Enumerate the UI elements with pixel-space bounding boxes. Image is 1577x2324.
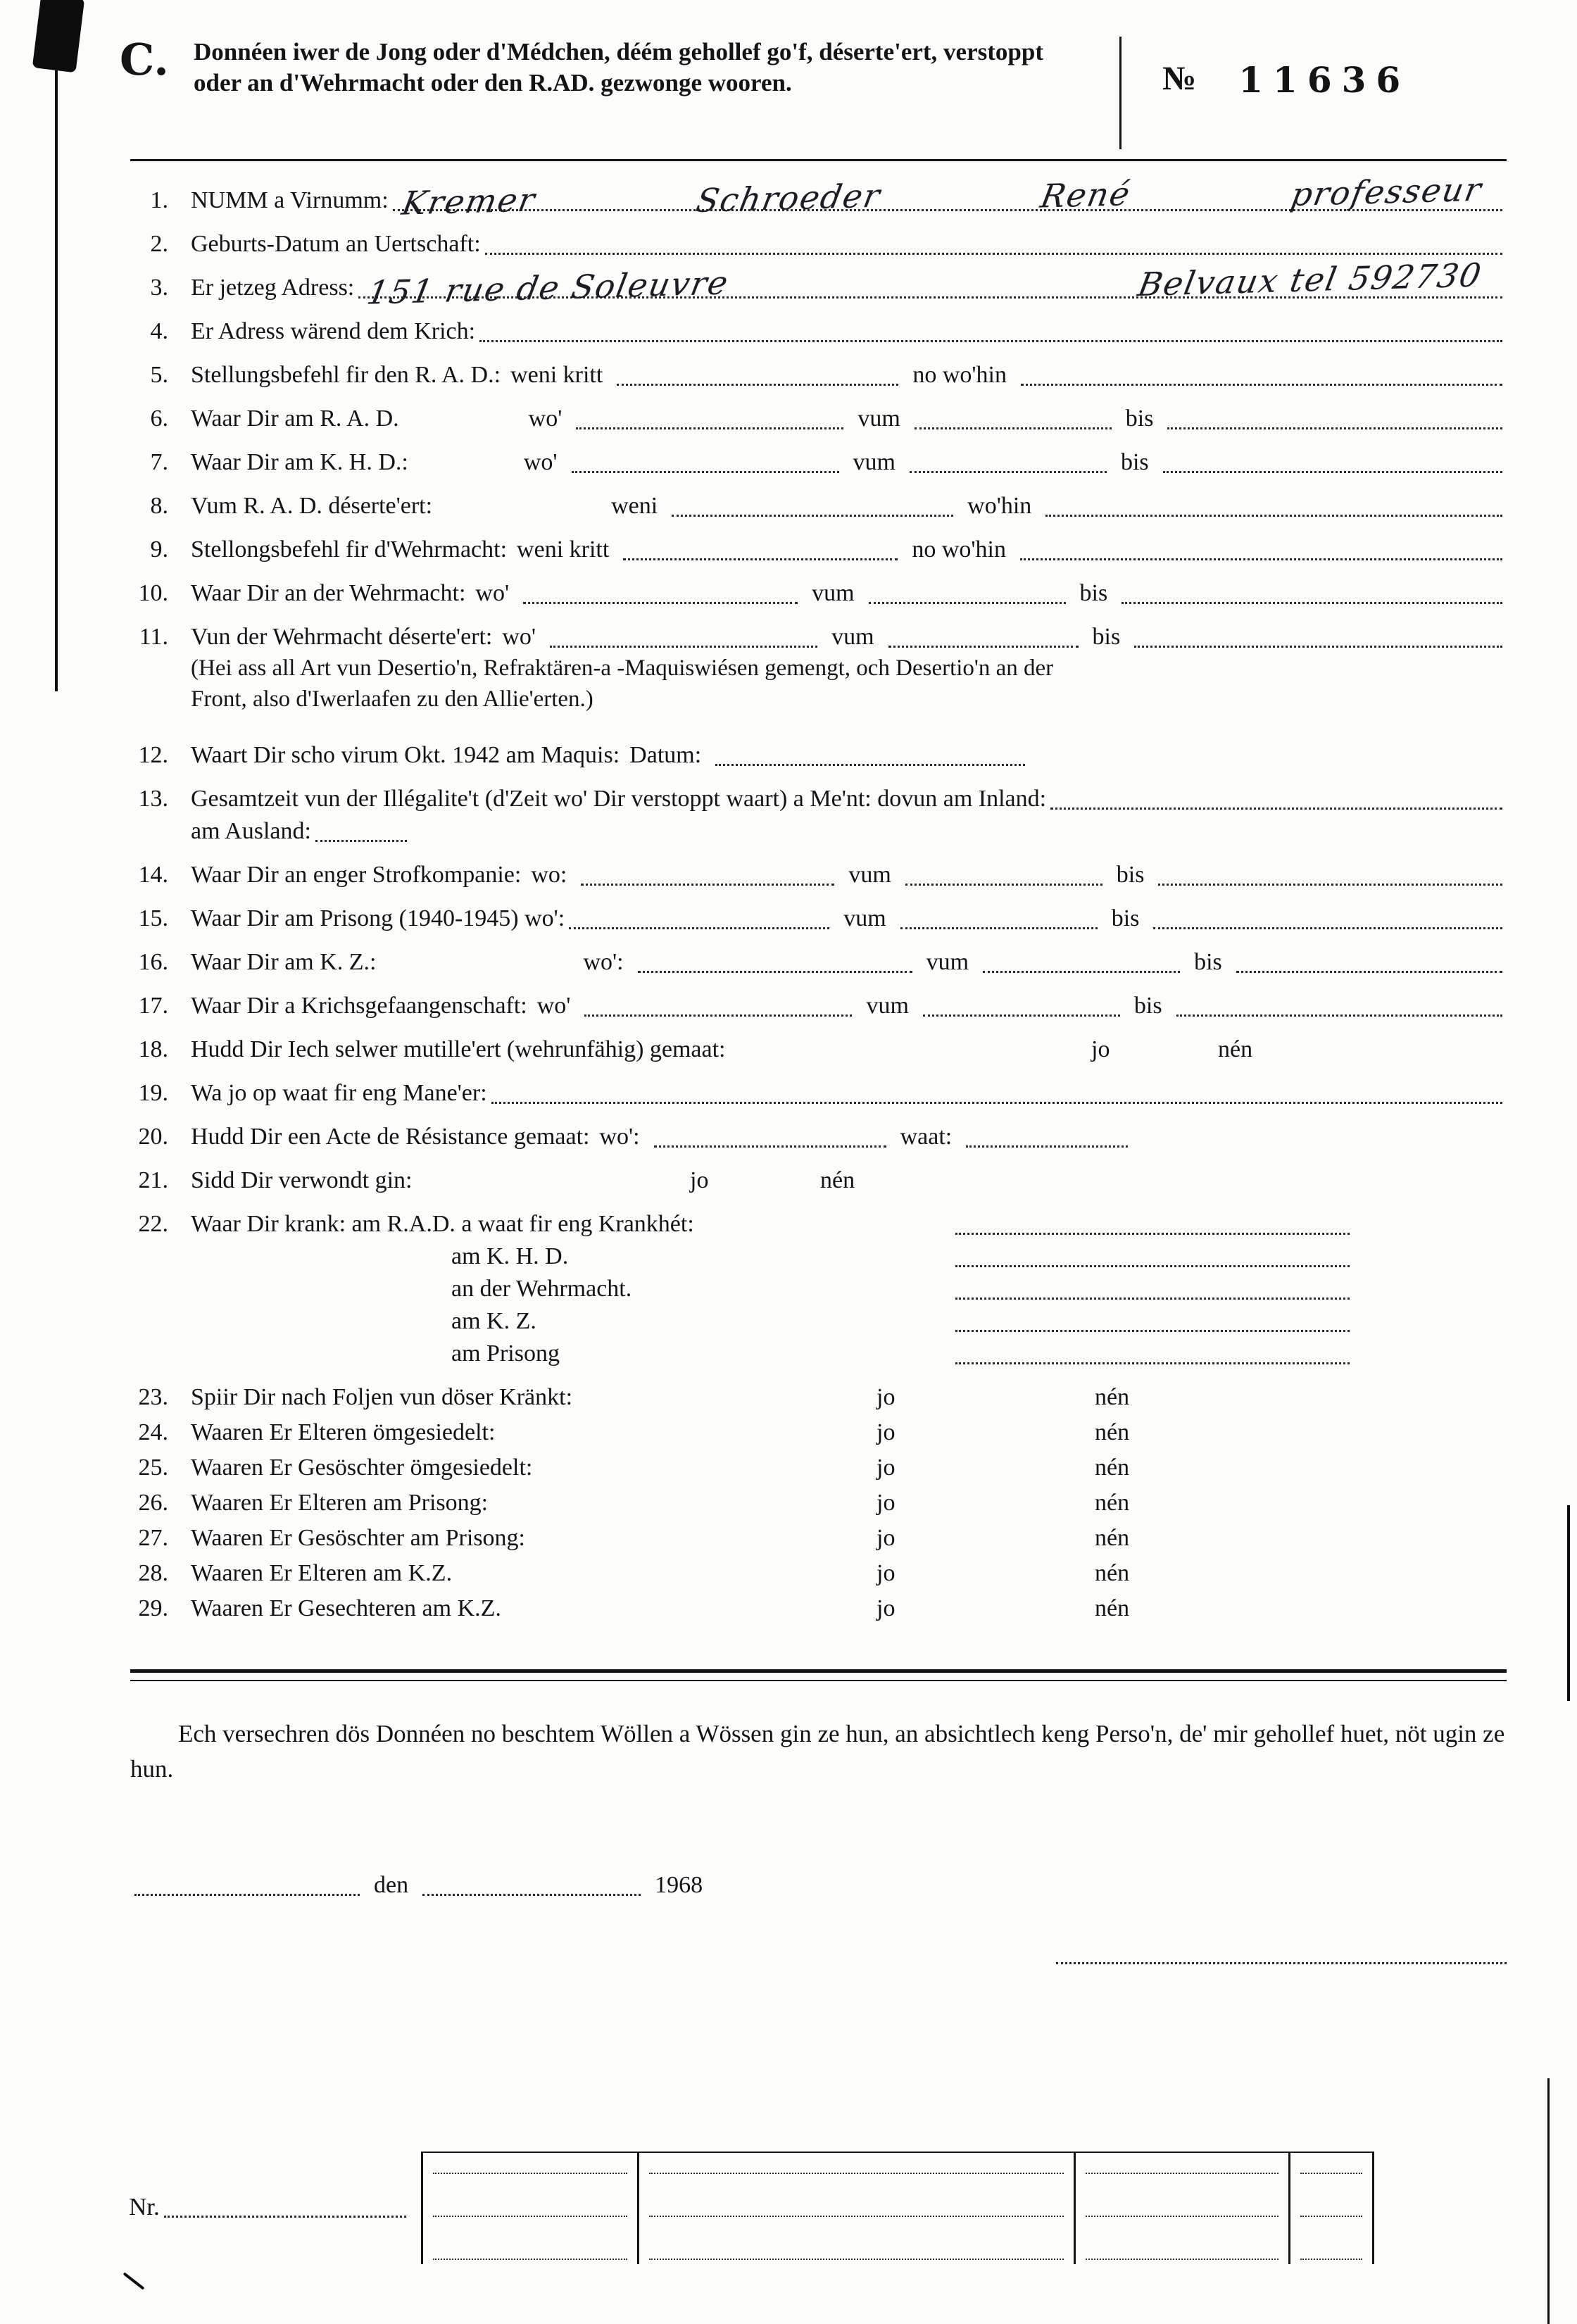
item-label: Vum R. A. D. déserte'ert: <box>191 493 433 519</box>
jo-option: jo <box>690 1167 709 1193</box>
spacer <box>1029 770 1507 771</box>
dotted-line <box>649 2216 1064 2217</box>
form-row-10 <box>130 578 1507 609</box>
inline-label: wo' <box>536 993 571 1019</box>
dotted-line <box>576 408 843 429</box>
inline-label: wo': <box>599 1124 640 1150</box>
item-label: Waar Dir a Krichsgefaangenschaft: <box>191 993 527 1019</box>
dotted-line <box>888 627 1079 648</box>
scan-artifact-bottom-mark <box>123 2272 145 2290</box>
item-label: Waar Dir an der Wehrmacht: <box>191 580 466 606</box>
item-label: Waar Dir am K. Z.: <box>191 949 377 975</box>
form-row-5 <box>130 360 1507 391</box>
form-row-21 <box>130 1165 1507 1196</box>
closing-rule-thin <box>130 1680 1507 1681</box>
item-label: Waaren Er Gesöschter am Prisong: <box>191 1525 526 1551</box>
form-row-aux-25 <box>130 1241 1507 1272</box>
jo-option: jo <box>877 1455 896 1481</box>
form-row-23 <box>130 1382 1507 1413</box>
item-label: Waar Dir am R. A. D. <box>191 406 399 432</box>
dotted-line <box>617 365 898 386</box>
dotted-line <box>900 908 1098 929</box>
dotted-line <box>1163 452 1502 473</box>
item-label: Waart Dir scho virum Okt. 1942 am Maquis: <box>191 742 620 768</box>
nen-option: nén <box>1095 1560 1130 1586</box>
form-row-14 <box>130 860 1507 891</box>
table-column <box>637 2153 1074 2264</box>
nen-option: nén <box>1218 1036 1253 1062</box>
form-row-9 <box>130 534 1507 565</box>
form-row-25 <box>130 1452 1507 1483</box>
item-number: 12. <box>138 742 168 768</box>
dotted-line <box>955 1214 1350 1235</box>
inline-label: bis <box>1092 624 1121 650</box>
inline-label: weni <box>611 493 658 519</box>
dotted-line <box>1236 952 1502 973</box>
dotted-line <box>584 995 852 1017</box>
dotted-line <box>955 1279 1350 1300</box>
dotted-line <box>955 1311 1350 1332</box>
spacer <box>1354 1239 1507 1240</box>
nen-option: nén <box>1095 1490 1130 1516</box>
form-row-aux-15 <box>130 816 1507 847</box>
dotted-line <box>1021 365 1502 386</box>
dotted-line <box>433 2259 627 2260</box>
item-number: 17. <box>138 993 168 1019</box>
jo-option: jo <box>1091 1036 1110 1062</box>
table-column <box>1074 2153 1288 2264</box>
dotted-line <box>715 745 1025 766</box>
dotted-line <box>315 821 407 842</box>
dotted-line <box>550 627 817 648</box>
dotted-line <box>1020 539 1502 560</box>
scan-artifact-left-line <box>55 10 58 691</box>
spacer <box>432 521 601 522</box>
form-row-4 <box>130 316 1507 347</box>
item-number: 5. <box>150 362 168 388</box>
inline-label: bis <box>1125 406 1154 432</box>
date-line <box>130 1870 1507 1901</box>
dotted-line <box>1122 583 1502 604</box>
year-label: 1968 <box>655 1872 703 1898</box>
jo-option: jo <box>877 1419 896 1445</box>
item-label: Front, also d'Iwerlaafen zu den Allie'erten.) <box>191 686 593 712</box>
dotted-line <box>393 170 1502 222</box>
nen-option: nén <box>1095 1419 1130 1445</box>
inline-label: no wo'hin <box>912 362 1007 388</box>
form-row-7 <box>130 447 1507 478</box>
nen-option: nén <box>820 1167 855 1193</box>
inline-label: vum <box>831 624 874 650</box>
item-number: 2. <box>150 231 168 257</box>
item-label: Waaren Er Gesechteren am K.Z. <box>191 1595 501 1621</box>
handwriting-fragment: Kremer <box>398 180 539 222</box>
dotted-line <box>869 583 1066 604</box>
nen-option: nén <box>1095 1455 1130 1481</box>
den-label: den <box>374 1872 409 1898</box>
item-label: Hudd Dir een Acte de Résistance gemaat: <box>191 1124 590 1150</box>
item-label: Vun der Wehrmacht déserte'ert: <box>191 624 493 650</box>
nen-option: nén <box>1095 1525 1130 1551</box>
item-number: 13. <box>138 786 168 812</box>
inline-label: vum <box>926 949 969 975</box>
item-label: Er jetzeg Adress: <box>191 275 355 301</box>
item-label: Waaren Er Gesöschter ömgesiedelt: <box>191 1455 533 1481</box>
dotted-line <box>479 321 1502 342</box>
nen-option: nén <box>1095 1384 1130 1410</box>
inline-label: bis <box>1133 993 1162 1019</box>
item-number: 20. <box>138 1124 168 1150</box>
item-number: 1. <box>150 187 168 213</box>
dotted-line <box>1134 627 1502 648</box>
nr-label: Nr. <box>129 2193 160 2221</box>
form-row-16 <box>130 947 1507 978</box>
inline-label: vum <box>843 905 886 931</box>
dotted-line <box>572 452 839 473</box>
dotted-line <box>623 539 898 560</box>
spacer <box>408 477 514 478</box>
handwritten-entry <box>364 256 1485 312</box>
dotted-line <box>485 234 1502 255</box>
item-label: am Ausland: <box>191 818 311 844</box>
dotted-line <box>1176 995 1502 1017</box>
form-row-13 <box>130 784 1507 815</box>
signature-dotted-line <box>1056 1950 1507 1964</box>
item-label: Stellongsbefehl fir d'Wehrmacht: <box>191 536 508 563</box>
dotted-line <box>433 2173 627 2174</box>
inline-label: bis <box>1111 905 1140 931</box>
item-number: 29. <box>138 1595 168 1621</box>
inline-label: bis <box>1079 580 1108 606</box>
item-number: 8. <box>150 493 168 519</box>
dotted-line <box>638 952 912 973</box>
form-number: 11636 <box>1238 59 1411 101</box>
form-row-11 <box>130 622 1507 653</box>
section-letter: C. <box>120 34 169 85</box>
item-label: Waaren Er Elteren am K.Z. <box>191 1560 453 1586</box>
item-number: 19. <box>138 1080 168 1106</box>
dotted-line <box>569 908 829 929</box>
item-number: 11. <box>139 624 168 650</box>
jo-option: jo <box>877 1560 896 1586</box>
inline-label: wo': <box>583 949 624 975</box>
place-dotted-line <box>134 1878 360 1896</box>
item-label: Spiir Dir nach Foljen vun döser Kränkt: <box>191 1384 573 1410</box>
dotted-line <box>1086 2259 1278 2260</box>
dotted-line <box>955 1246 1350 1267</box>
item-number: 16. <box>138 949 168 975</box>
dotted-line <box>910 452 1107 473</box>
dotted-line <box>915 408 1112 429</box>
form-row-27 <box>130 1523 1507 1554</box>
inline-label: wo: <box>531 862 567 888</box>
form-row-20 <box>130 1122 1507 1152</box>
item-label: NUMM a Virnumm: <box>191 187 389 213</box>
dotted-line <box>581 865 834 886</box>
form-rows <box>130 170 1507 1624</box>
dotted-line <box>358 256 1502 312</box>
date-dotted-line <box>422 1878 641 1896</box>
nr-dotted-line <box>164 2201 406 2218</box>
table-column <box>1288 2153 1374 2264</box>
form-row-19 <box>130 1078 1507 1109</box>
form-row-28 <box>130 1558 1507 1589</box>
item-number: 28. <box>138 1560 168 1586</box>
item-label: Stellungsbefehl fir den R. A. D.: <box>191 362 501 388</box>
item-label: Er Adress wärend dem Krich: <box>191 318 476 344</box>
item-label: Waar Dir an enger Strofkompanie: <box>191 862 522 888</box>
inline-label: wo' <box>502 624 536 650</box>
dotted-line <box>649 2173 1064 2174</box>
inline-label: wo' <box>523 449 558 475</box>
handwriting-fragment: professeur <box>1288 170 1485 214</box>
jo-option: jo <box>877 1525 896 1551</box>
item-label: Wa jo op waat fir eng Mane'er: <box>191 1080 487 1106</box>
item-number: 7. <box>150 449 168 475</box>
item-number: 4. <box>150 318 168 344</box>
item-number: 18. <box>138 1036 168 1062</box>
dotted-line <box>1086 2216 1278 2217</box>
dotted-line <box>672 496 953 517</box>
dotted-line <box>923 995 1120 1017</box>
item-label: Hudd Dir Iech selwer mutille'ert (wehrunfähig) gemaat: <box>191 1036 726 1062</box>
dotted-line <box>433 2216 627 2217</box>
inline-label: bis <box>1194 949 1222 975</box>
item-label: Gesamtzeit vun der Illégalite't (d'Zeit wo' Dir verstoppt waart) a Me'nt: dovun am Inland: <box>191 786 1047 812</box>
spacer <box>411 846 1507 847</box>
closing-rule-thick <box>130 1669 1507 1673</box>
jo-option: jo <box>877 1490 896 1516</box>
form-row-aux-26 <box>130 1274 1507 1305</box>
form-row-aux-28 <box>130 1338 1507 1369</box>
item-number: 27. <box>138 1525 168 1551</box>
item-number: 9. <box>150 536 168 563</box>
item-number: 14. <box>138 862 168 888</box>
form-row-22 <box>130 1209 1507 1240</box>
form-row-24 <box>130 1417 1507 1448</box>
dotted-line <box>1045 496 1502 517</box>
inline-label: bis <box>1120 449 1149 475</box>
dotted-line <box>1153 908 1502 929</box>
inline-label: vum <box>853 449 896 475</box>
dotted-line <box>1158 865 1502 886</box>
inline-label: wo' <box>475 580 510 606</box>
dotted-line <box>649 2259 1064 2260</box>
handwriting-fragment: Belvaux tel 592730 <box>1135 256 1485 304</box>
item-label: an der Wehrmacht. <box>451 1276 632 1302</box>
item-number: 22. <box>138 1211 168 1237</box>
form-row-2 <box>130 229 1507 260</box>
inline-label: Datum: <box>629 742 702 768</box>
item-number: 3. <box>150 275 168 301</box>
dotted-line <box>905 865 1102 886</box>
item-number: 26. <box>138 1490 168 1516</box>
handwriting-fragment: Schroeder <box>692 176 884 220</box>
form-header <box>0 0 1577 149</box>
item-number: 25. <box>138 1455 168 1481</box>
item-label: Sidd Dir verwondt gin: <box>191 1167 413 1193</box>
dotted-line <box>1167 408 1502 429</box>
inline-label: vum <box>812 580 855 606</box>
item-label: Waar Dir krank: am R.A.D. a waat fir eng Krankhét: <box>191 1211 694 1237</box>
form-row-15 <box>130 903 1507 934</box>
header-rule <box>130 159 1507 161</box>
form-row-29 <box>130 1593 1507 1624</box>
scan-artifact-right-line-2 <box>1547 2078 1550 2324</box>
item-number: 23. <box>138 1384 168 1410</box>
dotted-line <box>1050 789 1502 810</box>
dotted-line <box>1300 2259 1362 2260</box>
spacer <box>1354 1271 1507 1272</box>
form-number-block <box>1122 37 1507 149</box>
inline-label: wo' <box>528 406 563 432</box>
item-label: am Prisong <box>451 1340 560 1367</box>
handwriting-fragment: 151 rue de Soleuvre <box>364 263 733 312</box>
inline-label: bis <box>1116 862 1145 888</box>
form-row-18 <box>130 1034 1507 1065</box>
form-row-aux-27 <box>130 1306 1507 1337</box>
inline-label: weni kritt <box>510 362 603 388</box>
item-label: Geburts-Datum an Uertschaft: <box>191 231 481 257</box>
nr-line <box>129 2191 410 2223</box>
numero-sign: № <box>1162 60 1197 97</box>
dotted-line <box>1300 2173 1362 2174</box>
inline-label: vum <box>857 406 900 432</box>
dotted-line <box>966 1126 1128 1148</box>
form-row-17 <box>130 991 1507 1022</box>
form-title: Donnéen iwer de Jong oder d'Médchen, déém gehollef go'f, déserte'ert, verstoppt oder an d'Wehrmacht oder den R.AD. gezwonge wooren. <box>194 38 1043 96</box>
item-label: am K. H. D. <box>451 1243 569 1269</box>
scan-artifact-right-line-1 <box>1567 1505 1570 1701</box>
inline-label: no wo'hin <box>912 536 1006 563</box>
table-column <box>421 2153 637 2264</box>
form-row-aux-11 <box>130 653 1507 684</box>
dotted-line <box>983 952 1180 973</box>
form-row-8 <box>130 491 1507 522</box>
item-number: 10. <box>138 580 168 606</box>
inline-label: vum <box>866 993 909 1019</box>
form-row-12 <box>130 740 1507 771</box>
inline-label: waat: <box>900 1124 953 1150</box>
form-row-3 <box>130 256 1507 312</box>
scan-artifact-corner-blob <box>32 0 84 73</box>
item-number: 24. <box>138 1419 168 1445</box>
inline-label: vum <box>848 862 891 888</box>
item-label: Waaren Er Elteren am Prisong: <box>191 1490 489 1516</box>
dotted-line <box>523 583 798 604</box>
dotted-line <box>955 1343 1350 1364</box>
item-label: Waar Dir am K. H. D.: <box>191 449 408 475</box>
jo-option: jo <box>877 1384 896 1410</box>
item-number: 21. <box>138 1167 168 1193</box>
handwritten-entry <box>398 170 1485 222</box>
dotted-line <box>1300 2216 1362 2217</box>
spacer <box>377 977 574 978</box>
spacer <box>1354 1304 1507 1305</box>
item-label: (Hei ass all Art vun Desertio'n, Refraktären-a -Maquiswiésen gemengt, och Desertio'n an der <box>191 655 1054 681</box>
form-row-aux-12 <box>130 684 1507 715</box>
dotted-line <box>654 1126 886 1148</box>
item-number: 6. <box>150 406 168 432</box>
inline-label: wo'hin <box>967 493 1032 519</box>
item-label: am K. Z. <box>451 1308 536 1334</box>
dotted-line <box>1086 2173 1278 2174</box>
item-label: Waar Dir am Prisong (1940-1945) wo': <box>191 905 565 931</box>
inline-label: weni kritt <box>517 536 610 563</box>
form-row-26 <box>130 1488 1507 1519</box>
handwriting-fragment: René <box>1037 175 1134 215</box>
footer-table <box>421 2152 1374 2264</box>
nen-option: nén <box>1095 1595 1130 1621</box>
spacer <box>1354 1336 1507 1337</box>
item-number: 15. <box>138 905 168 931</box>
declaration-text: Ech versechren dös Donnéen no beschtem Wöllen a Wössen gin ze hun, an absichtlech keng Perso'n, de' mir gehollef huet, nöt ugin ze hun. <box>130 1720 1505 1783</box>
dotted-line <box>491 1083 1502 1104</box>
form-row-6 <box>130 403 1507 434</box>
item-label: Waaren Er Elteren ömgesiedelt: <box>191 1419 496 1445</box>
form-row-1 <box>130 170 1507 222</box>
jo-option: jo <box>877 1595 896 1621</box>
